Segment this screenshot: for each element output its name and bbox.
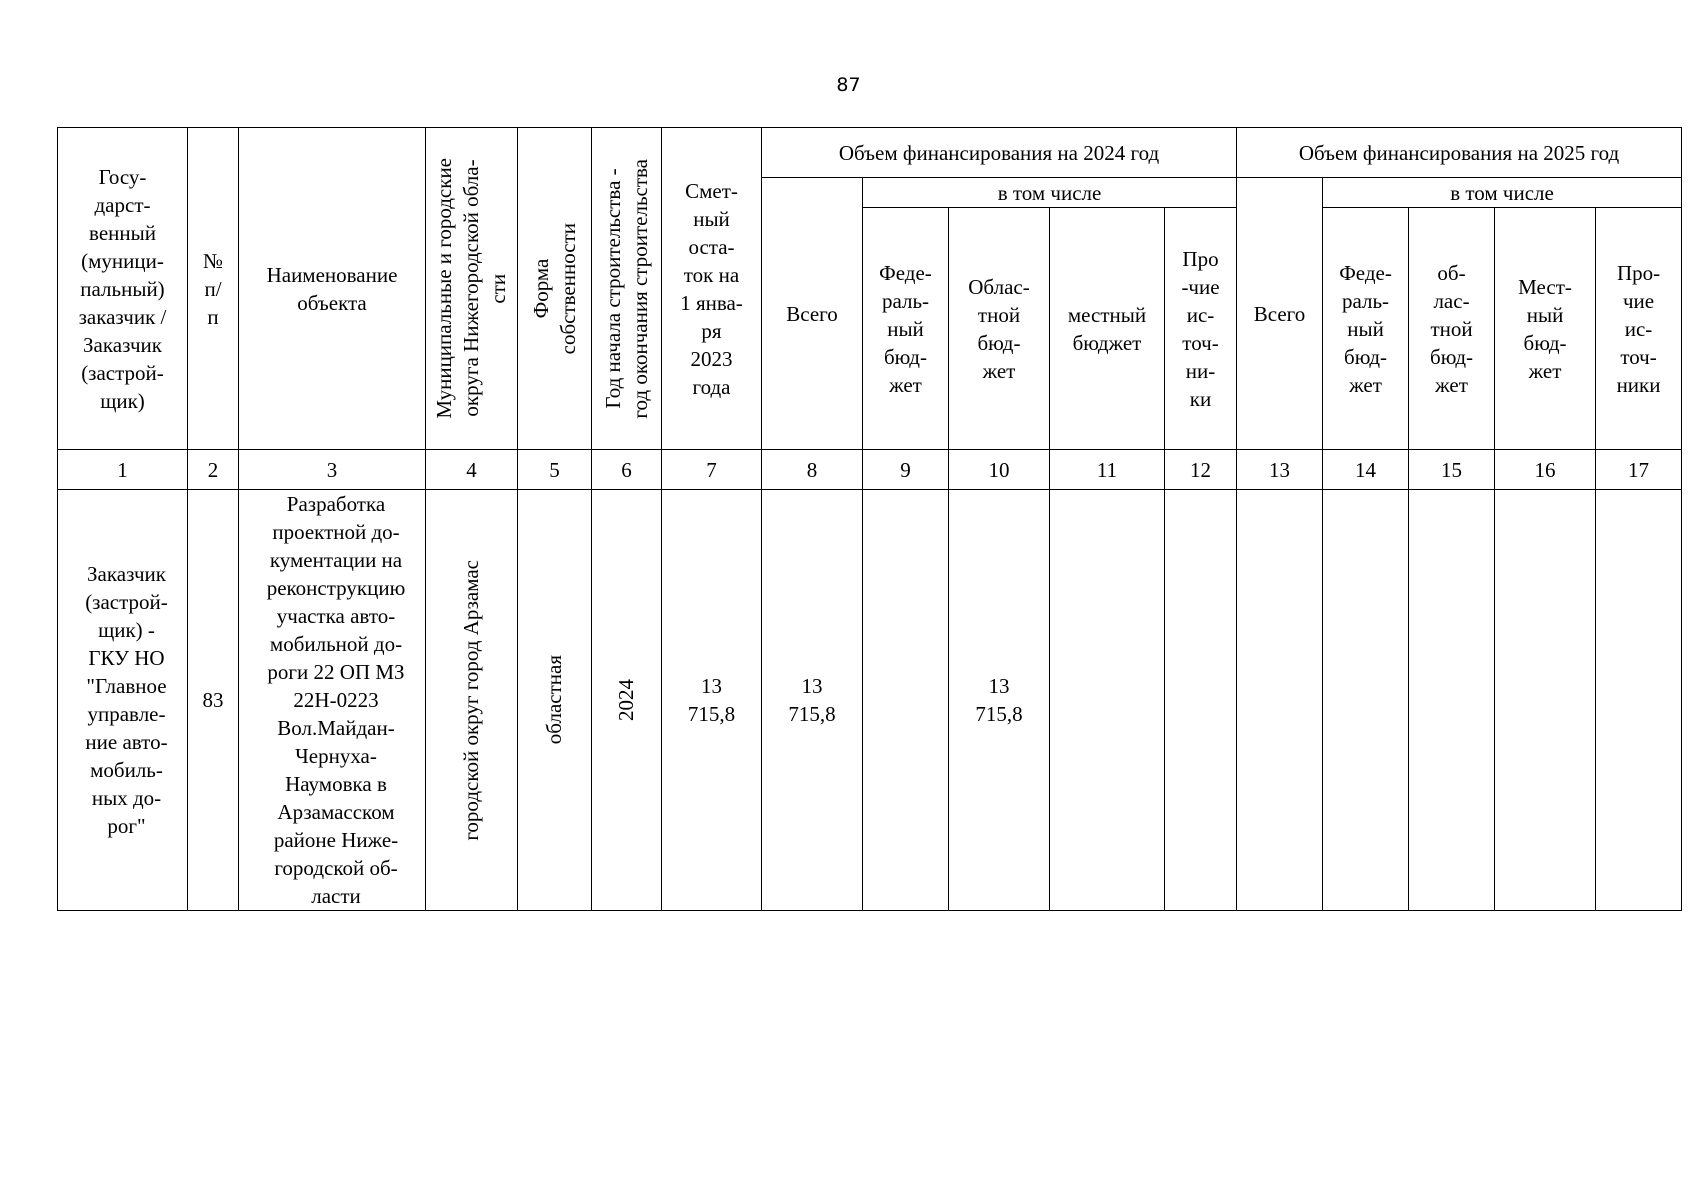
cell-customer: Заказчик (застрой- щик) - ГКУ НО "Главное управле- ние авто- мобиль- ных до- рог" [58,490,188,911]
page-number: 87 [836,74,861,96]
column-number: 13 [1237,450,1323,490]
column-number: 4 [426,450,518,490]
header-regional-2025: об- лас- тной бюд- жет [1409,208,1495,450]
cell-ownership-text: областная [542,655,566,745]
header-municipality [426,128,518,450]
column-number: 8 [762,450,863,490]
column-number: 3 [239,450,426,490]
header-total-2024: Всего [762,178,863,450]
header-funding-2024: Объем финансирования на 2024 год [762,128,1237,178]
column-number: 16 [1495,450,1596,490]
cell-construction-years-text: 2024 [614,679,638,721]
cell-local-2025 [1495,490,1596,911]
funding-table [57,127,1682,911]
header-construction-years [592,128,662,450]
header-estimate-balance: Смет- ный оста- ток на 1 янва- ря 2023 года [662,128,762,450]
table-row [58,490,1682,911]
header-municipality-text: Муниципальные и городские округа Нижегородской обла- сти [432,158,510,419]
cell-federal-2024 [863,490,949,911]
cell-construction-years [592,490,662,911]
cell-federal-2025 [1323,490,1409,911]
column-number: 15 [1409,450,1495,490]
header-regional-2024: Облас- тной бюд- жет [949,208,1050,450]
header-federal-2025: Феде- раль- ный бюд- жет [1323,208,1409,450]
column-number: 2 [188,450,239,490]
header-customer: Госу- дарст- венный (муници- пальный) заказчик / Заказчик (застрой- щик) [58,128,188,450]
cell-regional-2025 [1409,490,1495,911]
column-number: 9 [863,450,949,490]
cell-other-2024 [1165,490,1237,911]
column-number: 17 [1596,450,1682,490]
header-other-2024: Про -чие ис- точ- ни- ки [1165,208,1237,450]
cell-object-name: Разработка проектной до- кументации на реконструкцию участка авто- мобильной до- роги 22 ОП МЗ 22Н-0223 Вол.Майдан- Чернуха- Наумовка в Арзамасском районе Ниже- городской об- ласти [239,490,426,911]
header-federal-2024: Феде- раль- ный бюд- жет [863,208,949,450]
header-object-name: Наименование объекта [239,128,426,450]
cell-estimate-balance: 13 715,8 [662,490,762,911]
column-number: 7 [662,450,762,490]
header-ownership [518,128,592,450]
cell-row-number: 83 [188,490,239,911]
column-number: 5 [518,450,592,490]
header-including-2025: в том числе [1323,178,1682,208]
header-including-2024: в том числе [863,178,1237,208]
column-number: 12 [1165,450,1237,490]
header-other-2025: Про- чие ис- точ- ники [1596,208,1682,450]
cell-total-2024: 13 715,8 [762,490,863,911]
cell-municipality-text: городской округ город Арзамас [459,559,483,841]
cell-local-2024 [1050,490,1165,911]
cell-regional-2024: 13 715,8 [949,490,1050,911]
header-construction-years-text: Год начала строительства - год окончания строительства [600,158,652,419]
header-local-2025: Мест- ный бюд- жет [1495,208,1596,450]
cell-ownership [518,490,592,911]
column-number: 14 [1323,450,1409,490]
cell-other-2025 [1596,490,1682,911]
column-number: 11 [1050,450,1165,490]
header-ownership-text: Форма собственности [528,222,580,355]
header-funding-2025: Объем финансирования на 2025 год [1237,128,1682,178]
column-number: 1 [58,450,188,490]
header-local-2024: местный бюджет [1050,208,1165,450]
column-number: 6 [592,450,662,490]
header-total-2025: Всего [1237,178,1323,450]
cell-municipality [426,490,518,911]
column-number: 10 [949,450,1050,490]
header-row-number: № п/ п [188,128,239,450]
cell-total-2025 [1237,490,1323,911]
